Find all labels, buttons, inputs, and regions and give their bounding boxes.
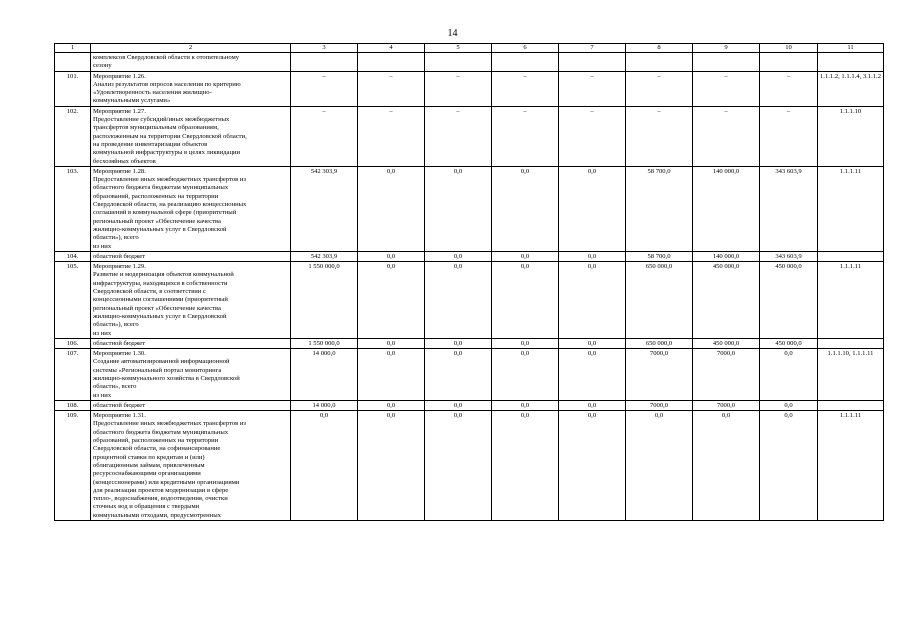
row-number: 103. bbox=[55, 166, 91, 251]
description-line: Мероприятие 1.29. bbox=[93, 263, 146, 271]
row-number: 101. bbox=[55, 71, 91, 106]
funding-value: 0,0 bbox=[425, 349, 492, 401]
row-description bbox=[91, 71, 291, 106]
description-line: областной бюджет bbox=[93, 252, 146, 260]
description-line: Развитие и модернизация объектов коммунальной bbox=[93, 271, 234, 279]
description-line: соглашений в коммунальной сфере (приоритетный bbox=[93, 209, 237, 217]
funding-value: 0,0 bbox=[559, 411, 626, 521]
description-line: системы «Региональный портал мониторинга bbox=[93, 366, 222, 374]
target-indicator-code: 1.1.1.10 bbox=[818, 106, 884, 166]
target-indicator-code: 1.1.1.11 bbox=[818, 166, 884, 251]
funding-value: 0,0 bbox=[358, 411, 425, 521]
column-header: 9 bbox=[693, 44, 760, 53]
funding-value bbox=[559, 53, 626, 72]
funding-value: 0,0 bbox=[693, 411, 760, 521]
row-number: 106. bbox=[55, 338, 91, 348]
funding-value: 0,0 bbox=[492, 400, 559, 410]
funding-value: 0,0 bbox=[358, 251, 425, 261]
column-header: 2 bbox=[91, 44, 291, 53]
funding-value: 0,0 bbox=[492, 411, 559, 521]
description-line: сточных вод и обращения с твердыми bbox=[93, 503, 200, 511]
funding-value: 0,0 bbox=[559, 400, 626, 410]
table-row bbox=[55, 400, 884, 410]
target-indicator-code: 1.1.1.10, 1.1.1.11 bbox=[818, 349, 884, 401]
table-row bbox=[55, 349, 884, 401]
funding-value: 0,0 bbox=[358, 349, 425, 401]
funding-value: 0,0 bbox=[425, 262, 492, 339]
funding-value: 140 000,0 bbox=[693, 251, 760, 261]
table-row bbox=[55, 411, 884, 521]
row-description bbox=[91, 251, 291, 261]
funding-value: 0,0 bbox=[492, 251, 559, 261]
table-row bbox=[55, 338, 884, 348]
funding-value: – bbox=[358, 106, 425, 166]
description-line: из них bbox=[93, 329, 112, 337]
description-line: комплексов Свердловской области к отопительному bbox=[93, 54, 240, 61]
row-number: 109. bbox=[55, 411, 91, 521]
row-number: 105. bbox=[55, 262, 91, 339]
funding-value: 7000,0 bbox=[693, 349, 760, 401]
funding-value: 343 603,9 bbox=[760, 251, 818, 261]
funding-value: 7000,0 bbox=[626, 400, 693, 410]
description-line: процентной ставки по кредитам и (или) bbox=[93, 453, 205, 461]
funding-value bbox=[626, 53, 693, 72]
funding-value bbox=[291, 53, 358, 72]
table-row bbox=[55, 53, 884, 72]
target-indicator-code bbox=[818, 251, 884, 261]
column-header: 8 bbox=[626, 44, 693, 53]
table-row bbox=[55, 251, 884, 261]
funding-value: 0,0 bbox=[559, 349, 626, 401]
funding-value: 0,0 bbox=[425, 166, 492, 251]
funding-value bbox=[425, 53, 492, 72]
target-indicator-code bbox=[818, 338, 884, 348]
funding-value: 0,0 bbox=[559, 166, 626, 251]
target-indicator-code: 1.1.1.11 bbox=[818, 411, 884, 521]
funding-value: 1 550 000,0 bbox=[291, 338, 358, 348]
row-description bbox=[91, 53, 291, 72]
description-line: Свердловской области, на софинансирование bbox=[93, 445, 221, 453]
funding-value: – bbox=[693, 106, 760, 166]
funding-value: 140 000,0 bbox=[693, 166, 760, 251]
funding-value: 0,0 bbox=[559, 262, 626, 339]
funding-value: – bbox=[291, 106, 358, 166]
funding-value: 1 550 000,0 bbox=[291, 262, 358, 339]
funding-value: – bbox=[492, 71, 559, 106]
funding-value: 0,0 bbox=[492, 262, 559, 339]
funding-value: 0,0 bbox=[492, 349, 559, 401]
row-number bbox=[55, 53, 91, 72]
measures-table bbox=[54, 43, 884, 521]
table-row bbox=[55, 71, 884, 106]
column-header: 1 bbox=[55, 44, 91, 53]
funding-value: 450 000,0 bbox=[760, 262, 818, 339]
table-body bbox=[55, 53, 884, 521]
description-line: Мероприятие 1.28. bbox=[93, 167, 146, 175]
description-line: Мероприятие 1.31. bbox=[93, 412, 146, 420]
row-description bbox=[91, 106, 291, 166]
description-line: облигационным займам, привлеченным bbox=[93, 461, 205, 469]
description-line: на проведение инвентаризации объектов bbox=[93, 140, 208, 148]
description-line: жилищно-коммунального хозяйства в Свердловской bbox=[93, 374, 240, 382]
funding-value bbox=[358, 53, 425, 72]
description-line: области»), всего bbox=[93, 321, 139, 329]
description-line: Мероприятие 1.30. bbox=[93, 350, 146, 358]
column-header: 5 bbox=[425, 44, 492, 53]
funding-value: 58 700,0 bbox=[626, 251, 693, 261]
description-line: региональный проект «Обеспечение качества bbox=[93, 304, 221, 312]
funding-value: – bbox=[492, 106, 559, 166]
row-description bbox=[91, 349, 291, 401]
description-line: областной бюджет bbox=[93, 339, 146, 347]
funding-value: 450 000,0 bbox=[760, 338, 818, 348]
description-line: образований, расположенных на территории bbox=[93, 192, 219, 200]
funding-value: – bbox=[760, 106, 818, 166]
funding-value: 542 303,9 bbox=[291, 251, 358, 261]
funding-value: 0,0 bbox=[760, 349, 818, 401]
funding-value: 0,0 bbox=[760, 400, 818, 410]
description-line: ресурсоснабжающими организациями bbox=[93, 470, 201, 478]
row-description bbox=[91, 411, 291, 521]
description-line: жилищно-коммунальных услуг в Свердловской bbox=[93, 225, 227, 233]
funding-value: – bbox=[693, 71, 760, 106]
description-line: из них bbox=[93, 391, 112, 399]
description-line: Свердловской области, на реализацию концессионных bbox=[93, 201, 247, 209]
funding-value: – bbox=[425, 71, 492, 106]
funding-value: 0,0 bbox=[559, 251, 626, 261]
description-line: жилищно-коммунальных услуг в Свердловской bbox=[93, 312, 227, 320]
funding-value bbox=[693, 53, 760, 72]
funding-value: – bbox=[559, 106, 626, 166]
funding-value: 14 000,0 bbox=[291, 400, 358, 410]
column-header: 3 bbox=[291, 44, 358, 53]
row-description bbox=[91, 166, 291, 251]
description-line: Создание автоматизированной информационной bbox=[93, 358, 230, 366]
funding-value: – bbox=[626, 106, 693, 166]
funding-value: 0,0 bbox=[492, 166, 559, 251]
row-number: 102. bbox=[55, 106, 91, 166]
description-line: расположенным на территории Свердловской области, bbox=[93, 132, 247, 140]
funding-value: 0,0 bbox=[492, 338, 559, 348]
page-number: 14 bbox=[447, 28, 458, 39]
description-line: Свердловской области, в соответствии с bbox=[93, 288, 206, 296]
description-line: Предоставление иных межбюджетных трансфертов из bbox=[93, 420, 247, 428]
description-line: сезону bbox=[93, 62, 112, 70]
funding-value: – bbox=[760, 71, 818, 106]
column-header: 11 bbox=[818, 44, 884, 53]
funding-value: 0,0 bbox=[626, 411, 693, 521]
description-line: образований, расположенных на территории bbox=[93, 437, 219, 445]
target-indicator-code bbox=[818, 400, 884, 410]
description-line: Предоставление иных межбюджетных трансфертов из bbox=[93, 176, 247, 184]
description-line: трансфертов муниципальным образованиям, bbox=[93, 124, 219, 132]
funding-value: 450 000,0 bbox=[693, 338, 760, 348]
description-line: Мероприятие 1.27. bbox=[93, 107, 146, 115]
column-header-row bbox=[55, 44, 884, 53]
funding-value: 450 000,0 bbox=[693, 262, 760, 339]
description-line: областного бюджета бюджетам муниципальных bbox=[93, 428, 229, 436]
funding-value: 7000,0 bbox=[626, 349, 693, 401]
funding-value: – bbox=[358, 71, 425, 106]
description-line: (концессионерами) или кредитными организациями bbox=[93, 478, 240, 486]
row-description bbox=[91, 338, 291, 348]
funding-value: 343 603,9 bbox=[760, 166, 818, 251]
funding-value: 0,0 bbox=[358, 262, 425, 339]
description-line: областной бюджет bbox=[93, 401, 146, 409]
funding-value: 0,0 bbox=[358, 166, 425, 251]
funding-value: – bbox=[291, 71, 358, 106]
description-line: «Удовлетворенность населения жилищно- bbox=[93, 89, 212, 97]
description-line: инфраструктуры, находящихся в собственности bbox=[93, 279, 228, 287]
funding-value: 0,0 bbox=[425, 411, 492, 521]
funding-value: 0,0 bbox=[358, 338, 425, 348]
row-description bbox=[91, 400, 291, 410]
description-line: региональный проект «Обеспечение качества bbox=[93, 217, 221, 225]
description-line: бесхозяйных объектов bbox=[93, 157, 156, 165]
funding-value: 650 000,0 bbox=[626, 262, 693, 339]
funding-value: 650 000,0 bbox=[626, 338, 693, 348]
funding-value: 14 000,0 bbox=[291, 349, 358, 401]
column-header: 7 bbox=[559, 44, 626, 53]
description-line: Предоставление субсидий/иных межбюджетных bbox=[93, 116, 230, 124]
funding-value bbox=[492, 53, 559, 72]
row-description bbox=[91, 262, 291, 339]
description-line: коммунальной инфраструктуры в целях ликвидации bbox=[93, 149, 241, 157]
target-indicator-code: 1.1.1.11 bbox=[818, 262, 884, 339]
description-line: коммунальными услугами» bbox=[93, 97, 171, 105]
description-line: Анализ результатов опросов населения по критерию bbox=[93, 80, 241, 88]
row-number: 108. bbox=[55, 400, 91, 410]
funding-value: 0,0 bbox=[760, 411, 818, 521]
column-header: 6 bbox=[492, 44, 559, 53]
description-line: коммунальными отходами, предусмотренных bbox=[93, 511, 221, 519]
funding-value: 0,0 bbox=[425, 400, 492, 410]
funding-value: 0,0 bbox=[425, 251, 492, 261]
funding-value: 542 303,9 bbox=[291, 166, 358, 251]
funding-value: 58 700,0 bbox=[626, 166, 693, 251]
table-row bbox=[55, 262, 884, 339]
funding-value: 7000,0 bbox=[693, 400, 760, 410]
funding-value bbox=[760, 53, 818, 72]
description-line: Мероприятие 1.26. bbox=[93, 72, 146, 80]
description-line: из них bbox=[93, 242, 112, 250]
table-row bbox=[55, 106, 884, 166]
row-number: 104. bbox=[55, 251, 91, 261]
funding-value: 0,0 bbox=[291, 411, 358, 521]
column-header: 4 bbox=[358, 44, 425, 53]
table-row bbox=[55, 166, 884, 251]
description-line: области», всего bbox=[93, 383, 137, 391]
description-line: для реализации проектов модернизации в сфере bbox=[93, 486, 229, 494]
description-line: концессионными соглашениями (приоритетный bbox=[93, 296, 228, 304]
funding-value: – bbox=[559, 71, 626, 106]
description-line: тепло-, водоснабжения, водоотведения, очистки bbox=[93, 495, 228, 503]
target-indicator-code bbox=[818, 53, 884, 72]
funding-value: – bbox=[425, 106, 492, 166]
funding-value: – bbox=[626, 71, 693, 106]
row-number: 107. bbox=[55, 349, 91, 401]
funding-value: 0,0 bbox=[425, 338, 492, 348]
description-line: области»), всего bbox=[93, 234, 139, 242]
column-header: 10 bbox=[760, 44, 818, 53]
description-line: областного бюджета бюджетам муниципальных bbox=[93, 184, 229, 192]
target-indicator-code: 1.1.1.2, 1.1.1.4, 3.1.1.2 bbox=[818, 71, 884, 106]
funding-value: 0,0 bbox=[559, 338, 626, 348]
funding-value: 0,0 bbox=[358, 400, 425, 410]
